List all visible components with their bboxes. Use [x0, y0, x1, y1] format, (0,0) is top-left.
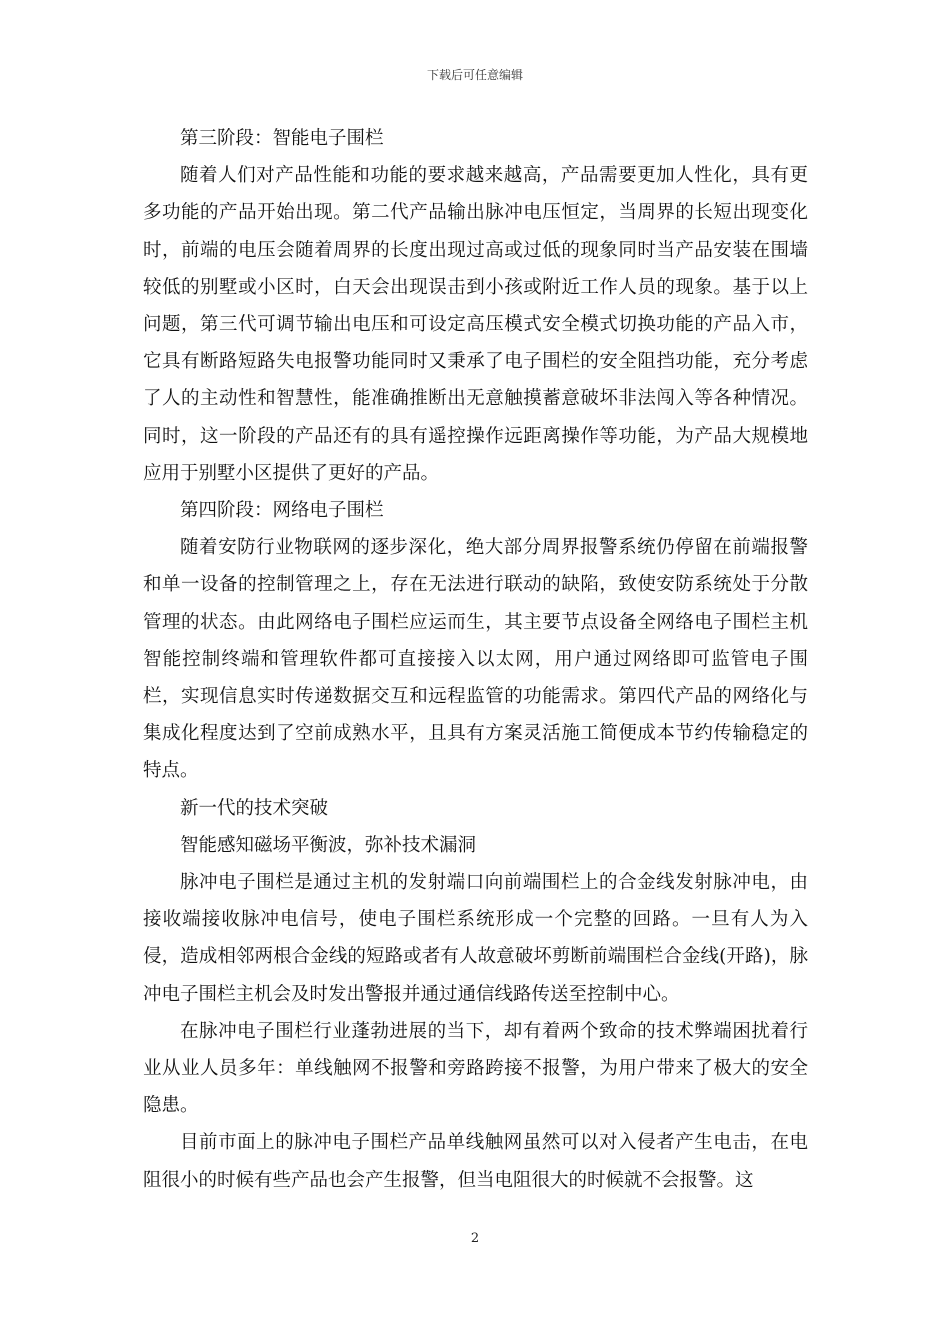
document-body [143, 120, 808, 1199]
section-heading-stage-4: 第四阶段：网络电子围栏 [180, 500, 384, 522]
paragraph: 在脉冲电子围栏行业蓬勃进展的当下，却有着两个致命的技术弊端困扰着行业从业人员多年：单线触网不报警和旁路跨接不报警，为用户带来了极大的安全隐患。 [143, 1020, 808, 1117]
paragraph: 随着人们对产品性能和功能的要求越来越高，产品需要更加人性化，具有更多功能的产品开始出现。第二代产品输出脉冲电压恒定，当周界的长短出现变化时，前端的电压会随着周界的长度出现过高或过低的现象同时当产品安装在围墙较低的别墅或小区时，白天会出现误击到小孩或附近工作人员的现象。基于以上问题，第三代可调节输出电压和可设定高压模式安全模式切换功能的产品入市，它具有断路短路失电报警功能同时又秉承了电子围栏的安全阻挡功能，充分考虑了人的主动性和智慧性，能准确推断出无意触摸蓄意破坏非法闯入等各种情况。同时，这一阶段的产品还有的具有遥控操作远距离操作等功能，为产品大规模地应用于别墅小区提供了更好的产品。 [143, 165, 808, 484]
paragraph: 脉冲电子围栏是通过主机的发射端口向前端围栏上的合金线发射脉冲电，由接收端接收脉冲电信号，使电子围栏系统形成一个完整的回路。一旦有人为入侵，造成相邻两根合金线的短路或者有人故意破坏剪断前端围栏合金线(开路)，脉冲电子围栏主机会及时发出警报并通过通信线路传送至控制中心。 [143, 872, 808, 1005]
section-heading-stage-3: 第三阶段：智能电子围栏 [180, 128, 384, 149]
subheading: 智能感知磁场平衡波，弥补技术漏洞 [180, 834, 477, 856]
page-number: 2 [470, 1231, 480, 1246]
paragraph: 目前市面上的脉冲电子围栏产品单线触网虽然可以对入侵者产生电击，在电阻很小的时候有些产品也会产生报警，但当电阻很大的时候就不会报警。这 [143, 1132, 808, 1191]
section-heading-breakthrough: 新一代的技术突破 [180, 797, 329, 819]
page-header: 下载后可任意编辑 [426, 68, 523, 82]
paragraph: 随着安防行业物联网的逐步深化，绝大部分周界报警系统仍停留在前端报警和单一设备的控制管理之上，存在无法进行联动的缺陷，致使安防系统处于分散管理的状态。由此网络电子围栏应运而生，其主要节点设备全网络电子围栏主机智能控制终端和管理软件都可直接接入以太网，用户通过网络即可监管电子围栏，实现信息实时传递数据交互和远程监管的功能需求。第四代产品的网络化与集成化程度达到了空前成熟水平，且具有方案灵活施工简便成本节约传输稳定的特点。 [143, 537, 808, 782]
